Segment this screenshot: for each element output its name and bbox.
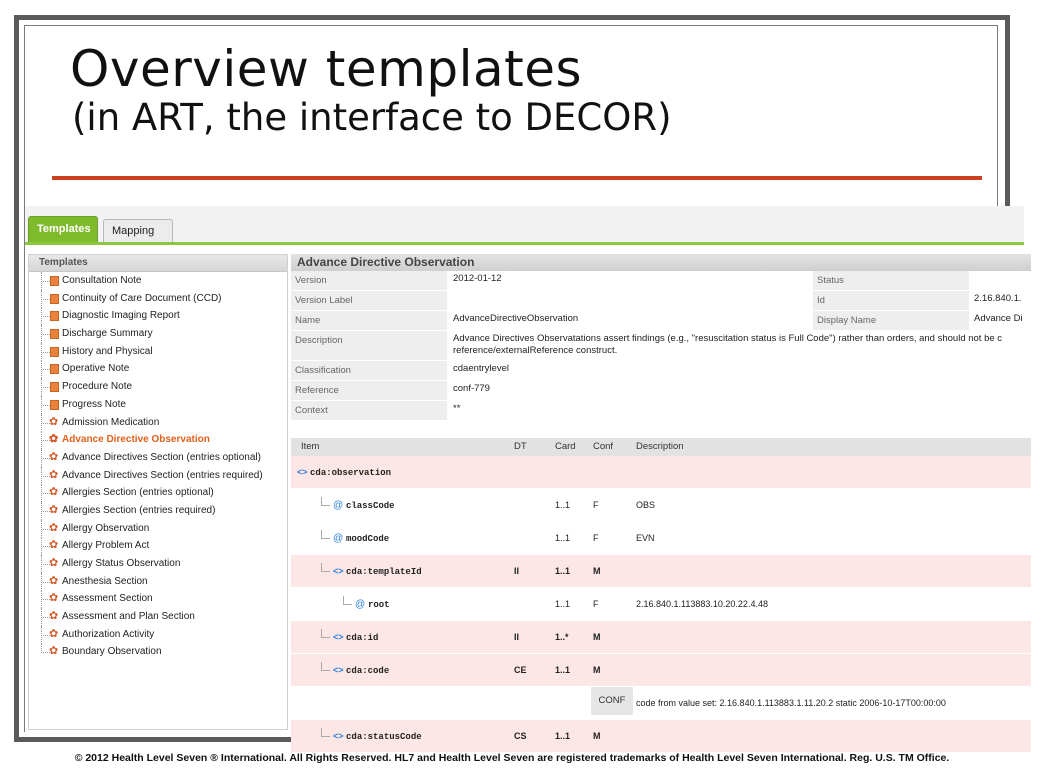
copyright-footer: © 2012 Health Level Seven ® International. All Rights Reserved. HL7 and Health Level Seven are registered trademarks of Health Level Seven International. Reg. U.S. TM Office. [74, 752, 950, 764]
context-value: ** [453, 403, 461, 414]
template-icon: ✿ [49, 415, 59, 428]
template-icon: ✿ [49, 486, 59, 499]
tree-connector [41, 387, 42, 396]
sidebar-item-label: Advance Directives Section (entries required) [62, 469, 263, 481]
art-screenshot [25, 206, 1024, 742]
description-value: Advance Directives Observatations assert findings (e.g., "resuscitation status is Full Code") rather than orders, and should not be c reference/externalReference construct. [453, 333, 1003, 356]
document-icon [50, 276, 59, 286]
templates-sidebar [28, 254, 288, 730]
table-row[interactable] [291, 456, 1031, 489]
item-cell [333, 522, 389, 554]
conf-cell: M [593, 665, 601, 675]
sidebar-item-label: Admission Medication [62, 416, 160, 428]
status-label: Status [813, 271, 969, 290]
card-cell: 1..1 [555, 731, 571, 741]
sidebar-item[interactable] [29, 449, 287, 467]
element-icon: <> [297, 467, 311, 477]
item-name: root [367, 600, 390, 610]
tree-connector [41, 281, 42, 290]
sidebar-item-label: Diagnostic Imaging Report [62, 310, 180, 322]
tree-connector [321, 728, 330, 737]
item-name: moodCode [345, 534, 390, 544]
item-name: cda:templateId [346, 567, 422, 577]
description-cell: EVN [636, 533, 655, 543]
item-name: cda:statusCode [346, 732, 422, 742]
tree-connector [41, 529, 42, 538]
tab-templates[interactable]: Templates [28, 216, 98, 242]
description-cell: OBS [636, 500, 656, 510]
sidebar-item[interactable] [29, 467, 287, 485]
col-description[interactable]: Description [636, 441, 684, 452]
sidebar-item[interactable] [29, 378, 287, 396]
name-label: Name [291, 311, 447, 330]
sidebar-item-label: Advance Directives Section (entries optional) [62, 451, 261, 463]
name-value: AdvanceDirectiveObservation [453, 313, 579, 324]
sidebar-item[interactable] [29, 502, 287, 520]
tree-connector [41, 299, 42, 308]
item-cell [333, 654, 389, 686]
attribute-icon: @ [333, 533, 346, 544]
slide-subtitle: (in ART, the interface to DECOR) [72, 96, 672, 139]
sidebar-item[interactable] [29, 272, 287, 290]
col-item[interactable]: Item [301, 441, 320, 452]
element-icon: <> [333, 665, 347, 675]
template-items-table [291, 438, 1031, 753]
tree-connector [321, 497, 330, 506]
tree-connector [321, 530, 330, 539]
sidebar-item[interactable] [29, 307, 287, 325]
sidebar-item[interactable] [29, 325, 287, 343]
sidebar-item-label: Allergies Section (entries required) [62, 504, 216, 516]
tree-connector [41, 307, 50, 317]
element-icon: <> [333, 731, 347, 741]
conf-cell: M [593, 731, 601, 741]
displayname-value: Advance Di [974, 313, 1023, 324]
table-body [291, 456, 1031, 753]
prop-row-classification [291, 361, 1031, 381]
element-icon: <> [333, 632, 347, 642]
sidebar-item[interactable] [29, 414, 287, 432]
item-cell [333, 489, 395, 521]
sidebar-item[interactable] [29, 643, 287, 661]
template-tree [29, 272, 287, 661]
sidebar-item-label: Allergy Status Observation [62, 558, 181, 569]
sidebar-item-label: Assessment and Plan Section [62, 611, 195, 623]
table-row[interactable] [291, 489, 1031, 522]
sidebar-item[interactable] [29, 537, 287, 555]
reference-label: Reference [291, 381, 447, 400]
item-name: cda:id [346, 633, 379, 643]
sidebar-item-label: Authorization Activity [62, 628, 155, 640]
template-icon: ✿ [49, 592, 59, 605]
item-cell [333, 621, 378, 653]
version-value: 2012-01-12 [453, 273, 502, 284]
table-row[interactable] [291, 588, 1031, 621]
item-cell [333, 555, 422, 587]
tree-connector [41, 458, 42, 467]
tree-connector [41, 396, 50, 406]
document-icon [50, 294, 59, 304]
description-cell: code from value set: 2.16.840.1.113883.1.11.20.2 static 2006-10-17T00:00:00 [636, 698, 946, 708]
table-row[interactable] [291, 555, 1031, 588]
item-cell [333, 720, 422, 752]
dt-cell: CS [514, 731, 527, 741]
template-icon: ✿ [49, 557, 59, 569]
sidebar-item-label: Discharge Summary [62, 328, 153, 340]
document-icon [50, 400, 59, 410]
tree-connector [41, 325, 50, 335]
card-cell: 1..1 [555, 566, 571, 576]
tree-connector [41, 316, 42, 325]
dt-cell: II [514, 566, 520, 576]
col-card[interactable]: Card [555, 441, 576, 452]
title-divider [52, 176, 982, 180]
sidebar-item[interactable] [29, 290, 287, 308]
description-cell: 2.16.840.1.113883.10.20.22.4.48 [636, 599, 768, 609]
tree-connector [41, 378, 50, 388]
sidebar-item-label: Assessment Section [62, 593, 153, 605]
sidebar-item-label: Anesthesia Section [62, 575, 148, 587]
template-icon: ✿ [49, 645, 59, 658]
sidebar-item[interactable] [29, 431, 287, 449]
sidebar-item-label: Procedure Note [62, 381, 133, 393]
tree-connector [41, 423, 42, 432]
id-value: 2.16.840.1. [974, 293, 1022, 304]
sidebar-item[interactable] [29, 360, 287, 378]
item-name: cda:observation [310, 468, 392, 478]
reference-value: conf-779 [453, 383, 490, 394]
table-header [291, 438, 1031, 456]
conf-cell: F [593, 533, 599, 543]
col-conf[interactable]: Conf [593, 441, 614, 452]
version-label: Version [291, 271, 447, 290]
sidebar-item[interactable] [29, 343, 287, 361]
template-icon: ✿ [49, 610, 59, 623]
tree-connector [343, 596, 352, 605]
tree-connector [41, 352, 42, 361]
tree-connector [41, 617, 42, 626]
template-detail [291, 254, 1031, 742]
prop-row-versionlabel [291, 291, 1031, 311]
tree-connector [41, 582, 42, 591]
template-icon: ✿ [49, 521, 59, 534]
conf-badge: CONF [591, 687, 633, 715]
item-name: classCode [345, 501, 395, 511]
sidebar-item[interactable] [29, 520, 287, 538]
attribute-icon: @ [355, 599, 368, 610]
document-icon [50, 311, 59, 321]
tree-connector [41, 272, 50, 282]
tree-connector [41, 343, 50, 353]
tab-bar [25, 206, 1024, 245]
tree-connector [321, 563, 330, 572]
prop-row-description [291, 331, 1031, 361]
sidebar-item-label: Allergy Problem Act [62, 540, 150, 552]
sidebar-item-label: Progress Note [62, 398, 126, 410]
sidebar-item[interactable] [29, 590, 287, 608]
versionlabel-label: Version Label [291, 291, 447, 310]
template-icon: ✿ [49, 539, 59, 552]
sidebar-header: Templates [29, 255, 287, 272]
tab-mapping[interactable]: Mapping [103, 219, 173, 242]
prop-row-reference [291, 381, 1031, 401]
card-cell: 1..1 [555, 500, 571, 510]
sidebar-item-label: Allergies Section (entries optional) [62, 487, 214, 499]
item-name: cda:code [346, 666, 390, 676]
tree-connector [41, 493, 42, 502]
conf-cell: M [593, 632, 601, 642]
dt-cell: II [514, 632, 520, 642]
tree-connector [41, 476, 42, 485]
tree-connector [41, 599, 42, 608]
conf-cell: F [593, 500, 599, 510]
prop-row-context [291, 401, 1031, 421]
template-icon: ✿ [49, 627, 59, 640]
tree-connector [41, 635, 42, 644]
template-icon: ✿ [49, 450, 59, 463]
card-cell: 1..1 [555, 533, 571, 543]
document-icon [50, 329, 59, 339]
sidebar-item[interactable] [29, 396, 287, 414]
sidebar-item[interactable] [29, 573, 287, 591]
sidebar-item-label: Consultation Note [62, 275, 142, 286]
template-icon: ✿ [49, 433, 59, 446]
sidebar-item-label: Allergy Observation [62, 522, 150, 534]
table-row[interactable] [291, 522, 1031, 555]
tree-connector [41, 290, 50, 300]
sidebar-item-label: History and Physical [62, 345, 153, 357]
template-icon: ✿ [49, 503, 59, 516]
prop-row-name [291, 311, 1031, 331]
table-row[interactable] [291, 687, 1031, 720]
id-label: Id [813, 291, 969, 310]
tree-connector [41, 564, 42, 573]
context-label: Context [291, 401, 447, 420]
conf-cell: M [593, 566, 601, 576]
classification-label: Classification [291, 361, 447, 380]
table-row[interactable] [291, 720, 1031, 753]
sidebar-item-label: Boundary Observation [62, 646, 162, 658]
sidebar-item-label: Operative Note [62, 363, 130, 375]
document-icon [50, 364, 59, 374]
sidebar-item[interactable] [29, 484, 287, 502]
prop-row-version [291, 271, 1031, 291]
tree-connector [41, 360, 50, 370]
tree-connector [321, 662, 330, 671]
tree-connector [41, 405, 42, 414]
template-icon: ✿ [49, 468, 59, 481]
classification-value: cdaentrylevel [453, 363, 509, 374]
document-icon [50, 347, 59, 357]
card-cell: 1..* [555, 632, 569, 642]
sidebar-item[interactable] [29, 608, 287, 626]
col-dt[interactable]: DT [514, 441, 527, 452]
description-label: Description [291, 331, 447, 360]
tree-connector [41, 546, 42, 555]
displayname-label: Display Name [813, 311, 969, 330]
card-cell: 1..1 [555, 599, 571, 609]
table-row[interactable] [291, 621, 1031, 654]
element-icon: <> [333, 566, 347, 576]
tree-connector [41, 334, 42, 343]
item-cell [297, 456, 391, 488]
conf-cell: F [593, 599, 599, 609]
dt-cell: CE [514, 665, 527, 675]
document-icon [50, 382, 59, 392]
tree-connector [41, 511, 42, 520]
sidebar-item-label: Continuity of Care Document (CCD) [62, 292, 222, 304]
attribute-icon: @ [333, 500, 346, 511]
sidebar-item-label: Advance Directive Observation [62, 434, 210, 446]
tree-connector [41, 440, 42, 449]
table-row[interactable] [291, 654, 1031, 687]
item-cell [355, 588, 390, 620]
sidebar-item[interactable] [29, 555, 287, 573]
slide-title: Overview templates [70, 40, 583, 98]
detail-title: Advance Directive Observation [291, 254, 1031, 271]
tree-connector [41, 369, 42, 378]
card-cell: 1..1 [555, 665, 571, 675]
tree-connector [321, 629, 330, 638]
sidebar-item[interactable] [29, 626, 287, 644]
template-icon: ✿ [49, 574, 59, 587]
